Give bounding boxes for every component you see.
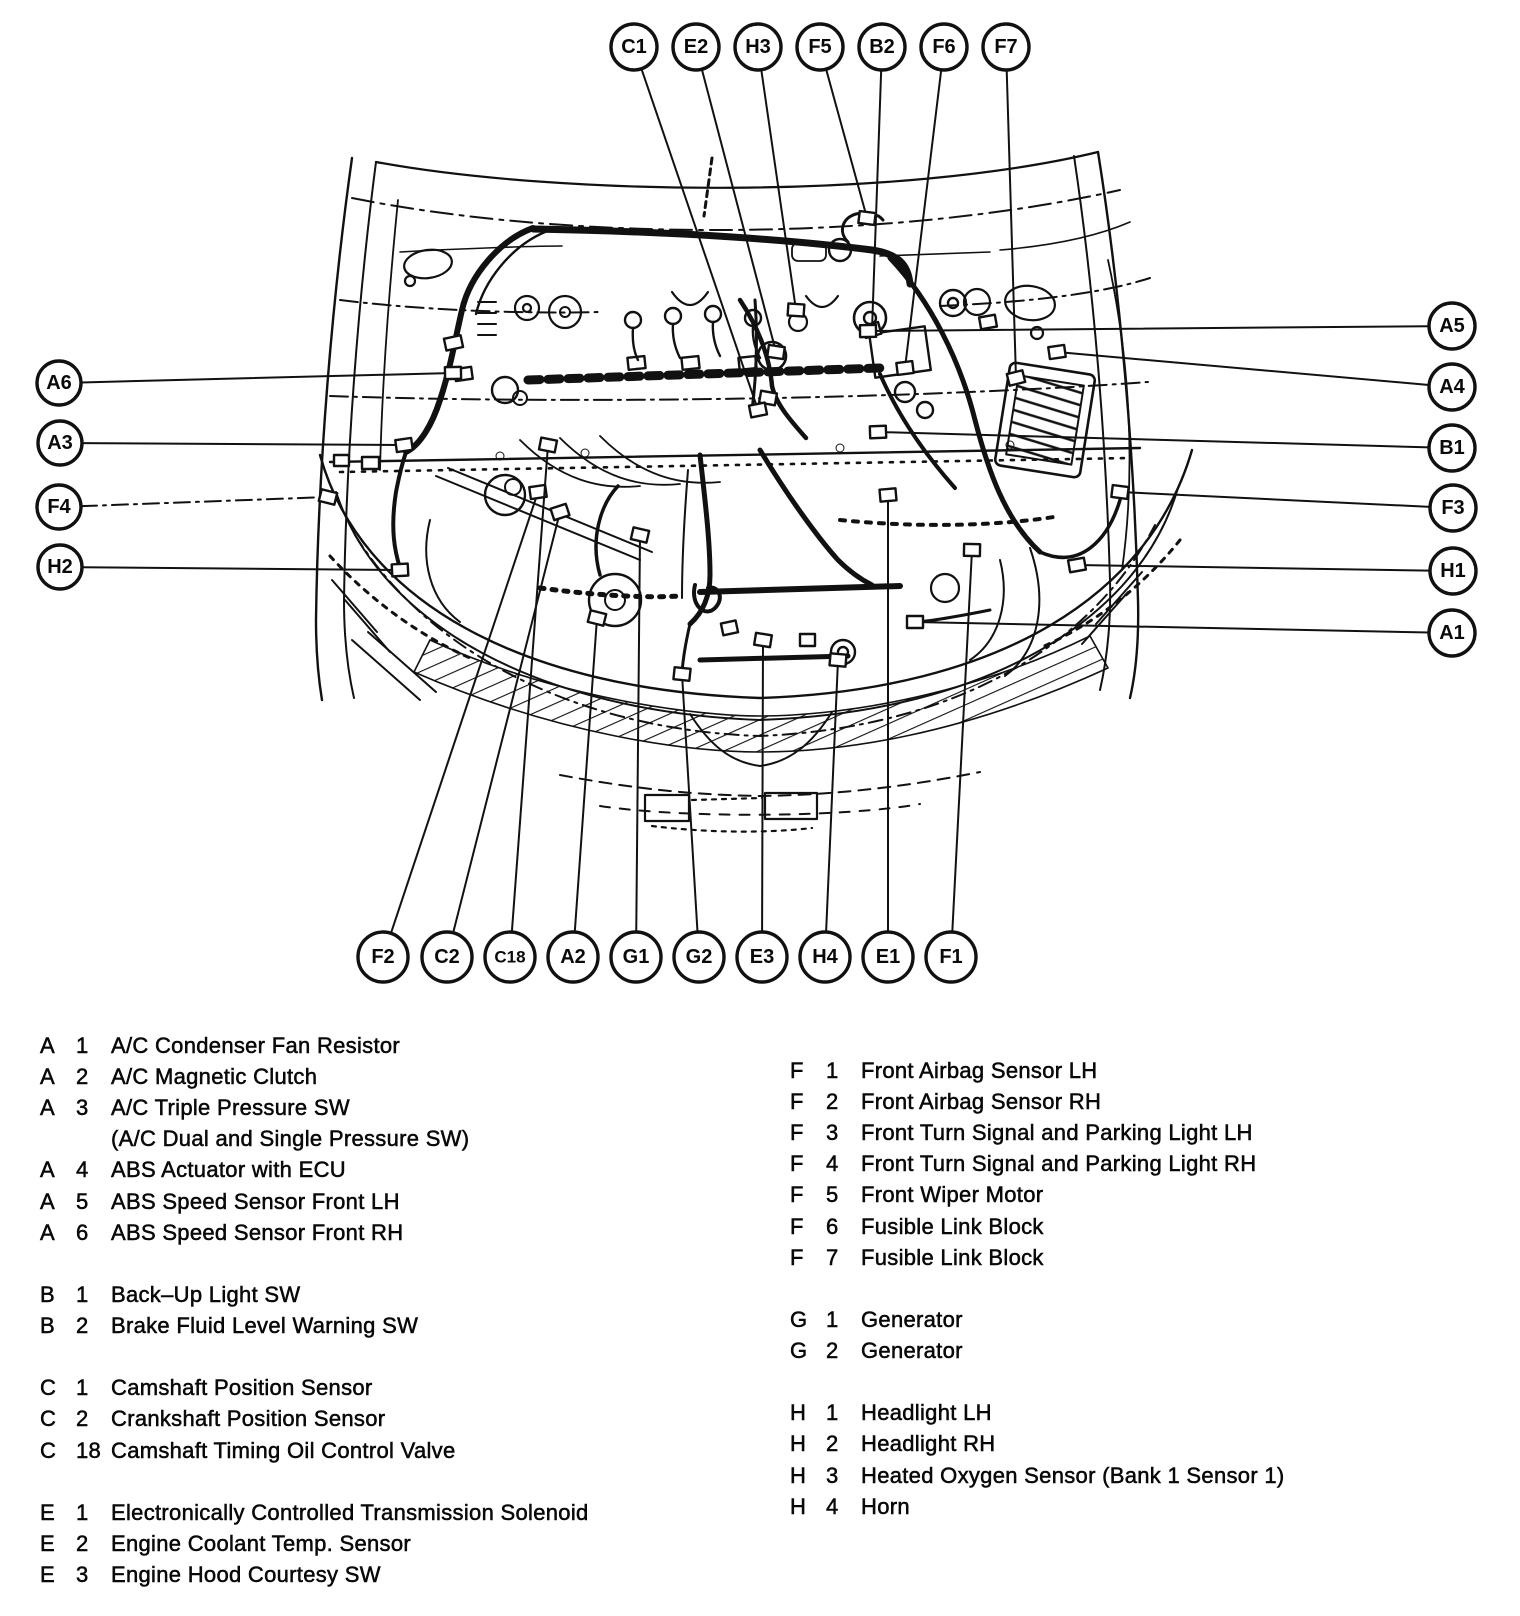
- legend-number: 2: [76, 1406, 89, 1432]
- callout-F6: [896, 24, 967, 375]
- callout-H3: [735, 24, 804, 317]
- legend-letter: C: [40, 1375, 57, 1401]
- legend-row: [790, 1242, 1490, 1273]
- legend-row: [40, 1279, 740, 1310]
- legend-number: 2: [826, 1088, 839, 1114]
- leader-line: [1057, 352, 1429, 385]
- legend-letter: E: [40, 1562, 55, 1588]
- callout-F4: [37, 485, 337, 529]
- legend-letter: H: [790, 1493, 807, 1519]
- leader-line: [82, 443, 404, 445]
- legend-label: Front Wiper Motor: [861, 1182, 1044, 1208]
- callout-F2: [358, 485, 547, 982]
- legend-group: [40, 1497, 740, 1591]
- legend-label: ABS Speed Sensor Front RH: [111, 1219, 404, 1245]
- target-connector: [830, 653, 847, 666]
- callout-label: F4: [47, 496, 71, 518]
- license-plate: [645, 793, 817, 832]
- callouts-layer: [37, 24, 1476, 982]
- target-connector: [767, 345, 785, 359]
- target-connector: [319, 489, 337, 505]
- leader-line: [826, 660, 838, 932]
- legend-letter: F: [790, 1244, 804, 1270]
- legend-label: A/C Magnetic Clutch: [111, 1063, 318, 1089]
- callout-label: C18: [494, 947, 526, 967]
- legend-group: [40, 1279, 740, 1341]
- legend-letter: B: [40, 1281, 55, 1307]
- target-connector: [870, 426, 886, 439]
- callout-label: H1: [1440, 560, 1466, 582]
- callout-label: F6: [932, 36, 956, 58]
- legend-label: Horn: [861, 1493, 910, 1519]
- legend-letter: F: [790, 1057, 804, 1083]
- legend-row: [790, 1336, 1490, 1367]
- legend-row: [790, 1149, 1490, 1180]
- legend-right-column: [790, 1055, 1490, 1522]
- legend-label: Engine Hood Courtesy SW: [111, 1562, 381, 1588]
- callout-label: H3: [745, 36, 771, 58]
- callout-H4: [800, 653, 850, 982]
- legend-row: [790, 1117, 1490, 1148]
- leader-line: [952, 550, 972, 932]
- leader-line: [1120, 492, 1430, 507]
- legend-letter: E: [40, 1531, 55, 1557]
- callout-label: G2: [685, 946, 713, 968]
- legend-letter: H: [790, 1431, 807, 1457]
- legend-number: 2: [826, 1431, 839, 1457]
- target-connector: [907, 616, 923, 628]
- legend-row: [790, 1429, 1490, 1460]
- legend-row: [790, 1398, 1490, 1429]
- legend-row: [40, 1497, 740, 1528]
- target-connector: [754, 633, 772, 647]
- target-connector: [1048, 345, 1066, 359]
- legend-label: Fusible Link Block: [861, 1244, 1044, 1270]
- target-connector: [749, 403, 767, 418]
- leader-line: [915, 622, 1429, 633]
- target-connector: [631, 527, 649, 542]
- legend-label: Engine Coolant Temp. Sensor: [111, 1531, 411, 1557]
- leader-line: [702, 69, 776, 352]
- legend-number: 4: [826, 1151, 839, 1177]
- legend-row: [790, 1211, 1490, 1242]
- legend-label: Camshaft Position Sensor: [111, 1375, 373, 1401]
- legend-number: 7: [826, 1244, 839, 1270]
- legend-letter: C: [40, 1406, 57, 1432]
- legend-letter: F: [790, 1182, 804, 1208]
- legend-label: Headlight LH: [861, 1400, 992, 1426]
- legend-letter: A: [40, 1094, 55, 1120]
- callout-label: F1: [939, 946, 963, 968]
- target-connector: [896, 361, 913, 375]
- callout-E2: [673, 24, 785, 359]
- callout-label: A5: [1439, 315, 1465, 337]
- legend-label: Front Turn Signal and Parking Light RH: [861, 1151, 1257, 1177]
- callout-label: H4: [812, 946, 838, 968]
- leader-line: [868, 326, 1429, 331]
- callout-label: F3: [1441, 497, 1465, 519]
- legend-row: [40, 1155, 740, 1186]
- callout-label: A2: [560, 946, 586, 968]
- target-connector: [539, 438, 557, 453]
- legend-label: ABS Actuator with ECU: [111, 1157, 346, 1183]
- legend-letter: A: [40, 1219, 55, 1245]
- leader-line: [762, 640, 763, 932]
- callout-label: A1: [1439, 622, 1465, 644]
- callout-label: H2: [47, 556, 73, 578]
- legend-row: [40, 1435, 740, 1466]
- legend-row: [40, 1061, 740, 1092]
- legend-label: Crankshaft Position Sensor: [111, 1406, 386, 1432]
- callout-label: A6: [46, 372, 72, 394]
- target-connector: [788, 303, 805, 316]
- legend-label: Front Airbag Sensor LH: [861, 1057, 1098, 1083]
- legend-row: [40, 1404, 740, 1435]
- callout-A5: [860, 303, 1475, 349]
- legend-label: Headlight RH: [861, 1431, 996, 1457]
- leader-line: [761, 70, 796, 310]
- legend-letter: A: [40, 1157, 55, 1183]
- callout-A1: [907, 610, 1475, 656]
- legend-letter: A: [40, 1063, 55, 1089]
- legend-number: 6: [826, 1213, 839, 1239]
- legend-letter: H: [790, 1400, 807, 1426]
- target-connector: [392, 564, 409, 577]
- legend-row: [40, 1092, 740, 1123]
- leader-line: [1077, 565, 1430, 571]
- callout-label: B2: [869, 36, 895, 58]
- legend-label: ABS Speed Sensor Front LH: [111, 1188, 400, 1214]
- target-connector: [880, 488, 897, 501]
- legend-number: 5: [76, 1188, 89, 1214]
- legend-label: Front Airbag Sensor RH: [861, 1088, 1102, 1114]
- legend-group: [790, 1304, 1490, 1366]
- target-connector: [1007, 370, 1025, 386]
- leader-line: [575, 618, 597, 932]
- legend-number: 4: [76, 1157, 89, 1183]
- callout-A3: [38, 421, 413, 465]
- legend-row: [40, 1124, 740, 1155]
- legend-number: 6: [76, 1219, 89, 1245]
- callout-label: F2: [371, 946, 395, 968]
- callout-label: G1: [622, 946, 650, 968]
- legend-row: [40, 1560, 740, 1591]
- legend-row: [790, 1460, 1490, 1491]
- target-connector: [1111, 485, 1128, 499]
- legend-number: 1: [826, 1400, 839, 1426]
- legend-group: [40, 1030, 740, 1248]
- legend-group: [790, 1055, 1490, 1273]
- callout-label: A3: [47, 432, 73, 454]
- legend-number: 18: [76, 1437, 102, 1463]
- callout-F3: [1111, 485, 1476, 531]
- legend-row: [40, 1373, 740, 1404]
- legend-label: Fusible Link Block: [861, 1213, 1044, 1239]
- target-connector: [1068, 558, 1086, 573]
- legend-number: 3: [76, 1562, 89, 1588]
- legend-row: [40, 1186, 740, 1217]
- leader-line: [453, 512, 560, 933]
- legend-letter: A: [40, 1032, 55, 1058]
- legend-row: [40, 1528, 740, 1559]
- callout-label: E1: [875, 946, 901, 968]
- target-connector: [964, 544, 980, 556]
- legend-row: [790, 1086, 1490, 1117]
- legend-label: Generator: [861, 1306, 963, 1332]
- leader-line: [81, 497, 328, 506]
- legend-number: 3: [826, 1119, 839, 1145]
- legend-label: Brake Fluid Level Warning SW: [111, 1313, 419, 1339]
- legend-letter: F: [790, 1213, 804, 1239]
- leader-line: [81, 373, 453, 382]
- leader-line: [878, 432, 1429, 447]
- callout-F1: [926, 544, 980, 982]
- legend-number: 1: [76, 1499, 89, 1525]
- legend-label: Front Turn Signal and Parking Light LH: [861, 1119, 1253, 1145]
- ignition-coils: [520, 306, 761, 487]
- legend-letter: G: [790, 1338, 808, 1364]
- callout-label: F7: [994, 36, 1018, 58]
- leader-line: [872, 70, 881, 330]
- callout-label: B1: [1439, 437, 1465, 459]
- legend-label: Generator: [861, 1338, 963, 1364]
- legend-number: 3: [76, 1094, 89, 1120]
- legend-label: Camshaft Timing Oil Control Valve: [111, 1437, 456, 1463]
- callout-H2: [38, 545, 408, 589]
- legend-label: Electronically Controlled Transmission Solenoid: [111, 1499, 589, 1525]
- legend-row: [790, 1055, 1490, 1086]
- legend-number: 2: [76, 1313, 89, 1339]
- legend-number: 1: [826, 1057, 839, 1083]
- legend-row: [790, 1304, 1490, 1335]
- legend-number: 2: [826, 1338, 839, 1364]
- legend-label: A/C Condenser Fan Resistor: [111, 1032, 401, 1058]
- target-connector: [860, 325, 876, 337]
- legend-number: 2: [76, 1531, 89, 1557]
- legend-group: [790, 1398, 1490, 1523]
- legend-label: A/C Triple Pressure SW: [111, 1094, 350, 1120]
- legend-row: [40, 1030, 740, 1061]
- legend-number: 3: [826, 1462, 839, 1488]
- legend-letter: A: [40, 1188, 55, 1214]
- target-connector: [673, 667, 690, 681]
- legend-number: 1: [76, 1375, 89, 1401]
- legend-number: 2: [76, 1063, 89, 1089]
- legend-label: Back–Up Light SW: [111, 1281, 301, 1307]
- legend-number: 1: [76, 1281, 89, 1307]
- target-connector: [588, 610, 606, 626]
- leader-line: [1007, 70, 1016, 378]
- legend-row: [40, 1311, 740, 1342]
- legend-label: (A/C Dual and Single Pressure SW): [111, 1126, 470, 1152]
- legend-letter: F: [790, 1088, 804, 1114]
- legend-letter: C: [40, 1437, 57, 1463]
- legend-row: [790, 1491, 1490, 1522]
- legend-row: [40, 1217, 740, 1248]
- legend-left-column: [40, 1030, 740, 1591]
- legend-label: Heated Oxygen Sensor (Bank 1 Sensor 1): [861, 1462, 1285, 1488]
- callout-E3: [737, 633, 787, 982]
- legend-number: 5: [826, 1182, 839, 1208]
- callout-C2: [422, 504, 569, 982]
- legend-letter: F: [790, 1151, 804, 1177]
- grille: [414, 636, 1108, 815]
- legend-letter: G: [790, 1306, 808, 1332]
- legend-group: [40, 1373, 740, 1467]
- legend-number: 1: [76, 1032, 89, 1058]
- legend-letter: H: [790, 1462, 807, 1488]
- legend-row: [790, 1180, 1490, 1211]
- legend-number: 1: [826, 1306, 839, 1332]
- callout-label: E3: [749, 946, 775, 968]
- callout-F7: [983, 24, 1029, 386]
- legend-number: 4: [826, 1493, 839, 1519]
- legend-letter: F: [790, 1119, 804, 1145]
- callout-label: A4: [1439, 376, 1465, 398]
- leader-line: [82, 567, 400, 570]
- target-connector: [858, 211, 875, 225]
- target-connector: [395, 438, 413, 452]
- target-connector: [445, 367, 461, 379]
- callout-B1: [870, 425, 1475, 471]
- callout-label: E2: [683, 36, 709, 58]
- legend-letter: B: [40, 1313, 55, 1339]
- callout-A4: [1048, 345, 1475, 410]
- callout-label: C2: [434, 946, 460, 968]
- callout-label: F5: [808, 36, 832, 58]
- leader-line: [826, 69, 867, 218]
- callout-label: C1: [621, 36, 647, 58]
- legend-letter: E: [40, 1499, 55, 1525]
